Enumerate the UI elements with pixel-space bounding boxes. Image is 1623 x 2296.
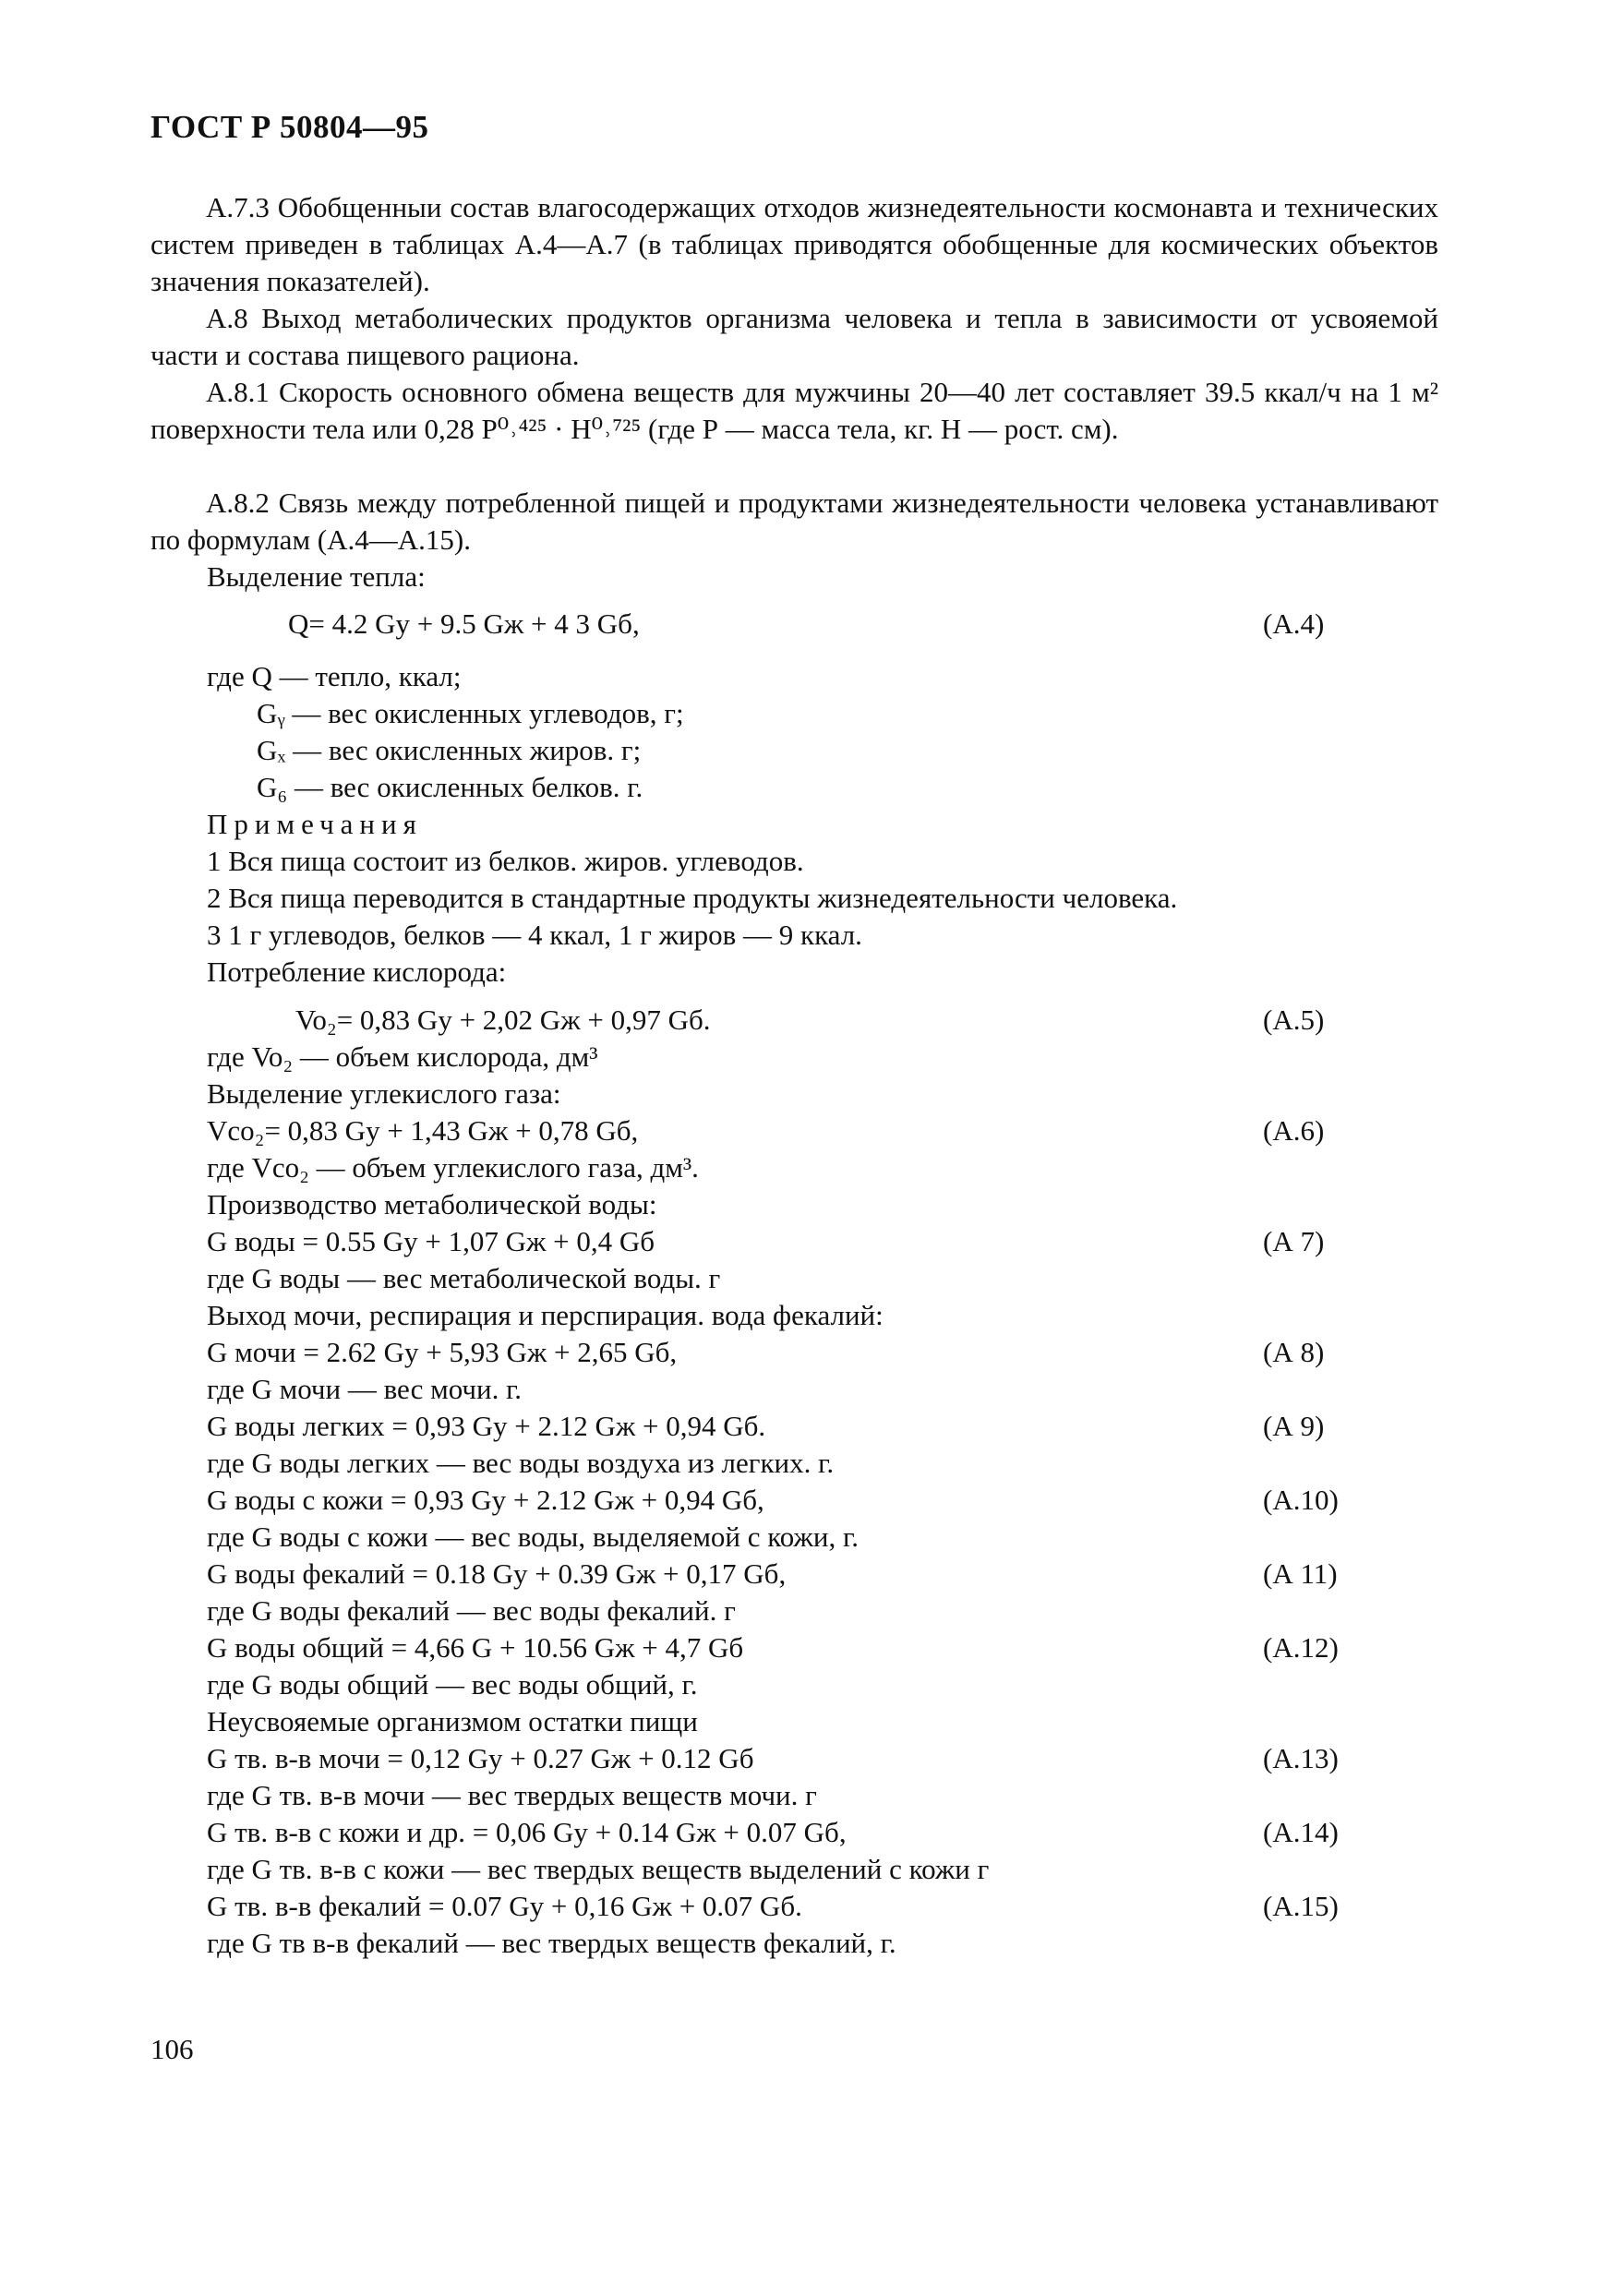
note-2: 2 Вся пища переводится в стандартные продукты жизнедеятельности человека. (207, 882, 1178, 914)
paragraph-a81 (150, 374, 1438, 448)
oxygen-heading: Потребление кислорода: (207, 956, 507, 988)
water-heading: Производство метаболической воды: (207, 1188, 657, 1220)
equation-a12: G воды общий = 4,66 G + 10.56 Gж + 4,7 Gб (207, 1631, 744, 1664)
where-gb: G₆ — вес окисленных белков. г. (257, 771, 643, 803)
paragraph-a82-text: А.8.2 Связь между потребленной пищей и продуктами жизнедеятельности человека устанавливают по формулам (А.4—А.15). (150, 487, 1438, 556)
equation-a13: G тв. в-в мочи = 0,12 Gу + 0.27 Gж + 0.12 Gб (207, 1742, 754, 1774)
equation-number-a4: (А.4) (1263, 607, 1325, 640)
where-vo2: где Vo₂ — объем кислорода, дм³ (207, 1040, 598, 1073)
equation-number-a7: (А 7) (1263, 1225, 1325, 1257)
equation-a7: G воды = 0.55 Gу + 1,07 Gж + 0,4 Gб (207, 1225, 655, 1257)
equation-a10: G воды с кожи = 0,93 Gу + 2.12 Gж + 0,94 Gб, (207, 1484, 764, 1516)
equation-number-a10: (А.10) (1263, 1484, 1339, 1516)
equation-a5: Vo₂= 0,83 Gу + 2,02 Gж + 0,97 Gб. (295, 1004, 711, 1036)
paragraph-a82 (150, 485, 1438, 559)
notes-heading: Примечания (207, 808, 423, 840)
where-gurine: где G мочи — вес мочи. г. (207, 1373, 523, 1405)
paragraph-a73 (150, 189, 1438, 300)
where-gtv-urine: где G тв. в-в мочи — вес твердых веществ мочи. г (207, 1779, 817, 1811)
where-gwater: где G воды — вес метаболической воды. г (207, 1262, 721, 1294)
equation-a6: Vco₂= 0,83 Gу + 1,43 Gж + 0,78 Gб, (207, 1114, 639, 1147)
document-header: ГОСТ Р 50804—95 (150, 109, 429, 145)
where-gzh: Gₓ — вес окисленных жиров. г; (257, 734, 642, 766)
equation-a15: G тв. в-в фекалий = 0.07 Gу + 0,16 Gж + 0.07 Gб. (207, 1890, 802, 1922)
where-gtotal: где G воды общий — вес воды общий, г. (207, 1668, 698, 1701)
paragraph-a81-text: А.8.1 Скорость основного обмена веществ для мужчины 20—40 лет составляет 39.5 ккал/ч на 1 м² поверхности тела или 0,28 Р⁰˒⁴²⁵ · Н⁰˒⁷²⁵ (где Р — масса тела, кг. Н — рост. см). (150, 376, 1438, 445)
paragraph-a73-text: А.7.3 Обобщенныи состав влагосодержащих отходов жизнедеятельности космонавта и технических систем приведен в таблицах А.4—А.7 (в таблицах приводятся обобщенные для космических объектов значения показателей). (150, 191, 1438, 297)
where-gy: Gᵧ — вес окисленных углеводов, г; (257, 697, 684, 729)
equation-number-a9: (А 9) (1263, 1410, 1325, 1442)
equation-number-a6: (А.6) (1263, 1114, 1325, 1147)
where-gfeces: где G воды фекалий — вес воды фекалий. г (207, 1594, 736, 1627)
page-number: 106 (150, 2033, 194, 2065)
residue-heading: Неусвояемые организмом остатки пищи (207, 1705, 698, 1737)
equation-number-a14: (А.14) (1263, 1816, 1339, 1848)
equation-number-a12: (А.12) (1263, 1631, 1339, 1664)
equation-number-a5: (А.5) (1263, 1004, 1325, 1036)
equation-a11: G воды фекалий = 0.18 Gу + 0.39 Gж + 0,17 Gб, (207, 1557, 787, 1590)
paragraph-a8 (150, 300, 1438, 374)
equation-number-a13: (А.13) (1263, 1742, 1339, 1774)
equation-number-a8: (А 8) (1263, 1336, 1325, 1368)
note-1: 1 Вся пища состоит из белков. жиров. углеводов. (207, 845, 804, 877)
equation-a14: G тв. в-в с кожи и др. = 0,06 Gу + 0.14 Gж + 0.07 Gб, (207, 1816, 847, 1848)
where-q: где Q — тепло, ккал; (207, 660, 462, 692)
where-gtv-feces: где G тв в-в фекалий — вес твердых веществ фекалий, г. (207, 1927, 896, 1959)
where-vco2: где Vco₂ — объем углекислого газа, дм³. (207, 1151, 699, 1184)
equation-number-a11: (А 11) (1263, 1557, 1338, 1590)
equation-a9: G воды легких = 0,93 Gу + 2.12 Gж + 0,94 Gб. (207, 1410, 766, 1442)
urine-heading: Выход мочи, респирация и перспирация. вода фекалий: (207, 1299, 884, 1331)
paragraph-a8-text: А.8 Выход метаболических продуктов организма человека и тепла в зависимости от усвояемой части и состава пищевого рациона. (150, 302, 1438, 371)
heat-heading: Выделение тепла: (207, 560, 426, 593)
equation-a4: Q= 4.2 Gу + 9.5 Gж + 4 3 Gб, (288, 607, 640, 640)
where-gtv-skin: где G тв. в-в с кожи — вес твердых веществ выделений с кожи г (207, 1853, 990, 1885)
where-glungs: где G воды легких — вес воды воздуха из легких. г. (207, 1447, 835, 1479)
note-3: 3 1 г углеводов, белков — 4 ккал, 1 г жиров — 9 ккал. (207, 919, 862, 951)
co2-heading: Выделение углекислого газа: (207, 1077, 561, 1110)
equation-a8: G мочи = 2.62 Gу + 5,93 Gж + 2,65 Gб, (207, 1336, 678, 1368)
where-gskin: где G воды с кожи — вес воды, выделяемой с кожи, г. (207, 1521, 859, 1553)
equation-number-a15: (А.15) (1263, 1890, 1339, 1922)
